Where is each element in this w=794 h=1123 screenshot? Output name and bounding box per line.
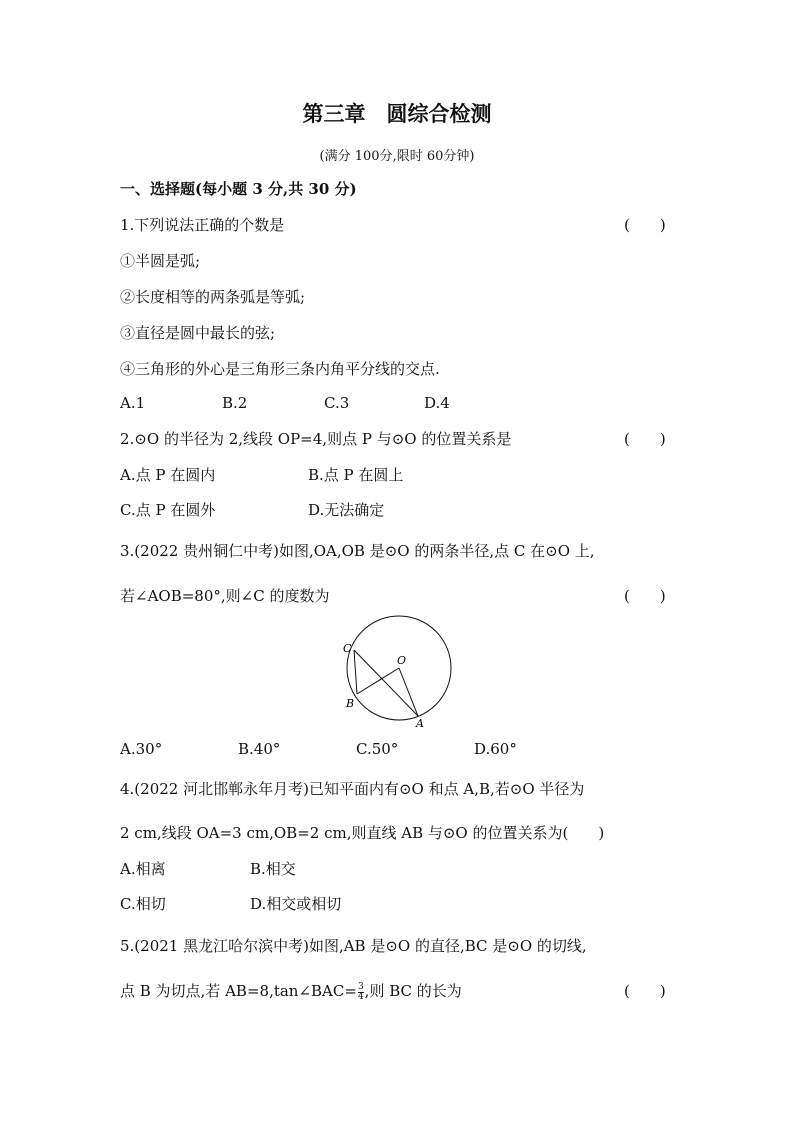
q2-option-c: C.点 P 在圆外 [120, 501, 216, 519]
q3-line-1: 3.(2022 贵州铜仁中考)如图,OA,OB 是⊙O 的两条半径,点 C 在⊙O 上, [120, 542, 595, 560]
q1-stem: 1.下列说法正确的个数是 [120, 216, 285, 234]
q4-option-a: A.相离 [120, 860, 166, 878]
fraction [358, 983, 364, 1002]
q5-line-2 [120, 980, 462, 1002]
q1-statement-2: ②长度相等的两条弧是等弧; [120, 288, 306, 306]
q5-answer-paren: ( ) [624, 982, 666, 1000]
q1-option-d: D.4 [424, 394, 450, 412]
q4-option-b: B.相交 [250, 860, 296, 878]
page-subtitle: (满分 100分,限时 60分钟) [319, 149, 475, 164]
label-b: B [346, 697, 355, 710]
label-a: A [416, 717, 424, 730]
q2-option-b: B.点 P 在圆上 [308, 466, 404, 484]
q5-line-2-start: 点 B 为切点,若 AB=8,tan∠BAC= [120, 982, 357, 1000]
q1-answer-paren: ( ) [624, 216, 666, 234]
q4-line-1: 4.(2022 河北邯郸永年月考)已知平面内有⊙O 和点 A,B,若⊙O 半径为 [120, 780, 585, 798]
q2-stem: 2.⊙O 的半径为 2,线段 OP=4,则点 P 与⊙O 的位置关系是 [120, 430, 512, 448]
q4-option-d: D.相交或相切 [250, 895, 342, 913]
q2-answer-paren: ( ) [624, 430, 666, 448]
q1-option-a: A.1 [120, 394, 146, 412]
fraction-denominator: 4 [357, 991, 364, 1002]
q4-line-2: 2 cm,线段 OA=3 cm,OB=2 cm,则直线 AB 与⊙O 的位置关系为( ) [120, 824, 605, 842]
label-o: O [397, 654, 407, 667]
q1-statement-4: ④三角形的外心是三角形三条内角平分线的交点. [120, 360, 440, 378]
q5-line-1: 5.(2021 黑龙江哈尔滨中考)如图,AB 是⊙O 的直径,BC 是⊙O 的切线, [120, 937, 587, 955]
q3-circle-figure [330, 610, 460, 735]
label-c: C [343, 642, 352, 655]
q3-answer-paren: ( ) [624, 587, 666, 605]
q2-option-d: D.无法确定 [308, 501, 385, 519]
q1-statement-3: ③直径是圆中最长的弦; [120, 324, 276, 342]
q1-option-b: B.2 [222, 394, 248, 412]
q3-option-c: C.50° [356, 740, 399, 758]
page-title: 第三章 圆综合检测 [302, 102, 492, 126]
q3-line-2: 若∠AOB=80°,则∠C 的度数为 [120, 587, 330, 605]
segment-oa [399, 668, 418, 716]
q4-option-c: C.相切 [120, 895, 166, 913]
q3-option-d: D.60° [474, 740, 517, 758]
section-heading: 一、选择题(每小题 3 分,共 30 分) [120, 180, 357, 198]
q1-option-c: C.3 [324, 394, 350, 412]
segment-cb [354, 650, 357, 694]
q1-statement-1: ①半圆是弧; [120, 252, 201, 270]
fraction-numerator: 3 [357, 981, 364, 992]
q2-option-a: A.点 P 在圆内 [120, 466, 216, 484]
q3-option-b: B.40° [238, 740, 281, 758]
q5-line-2-end: ,则 BC 的长为 [364, 982, 462, 1000]
q3-option-a: A.30° [120, 740, 163, 758]
